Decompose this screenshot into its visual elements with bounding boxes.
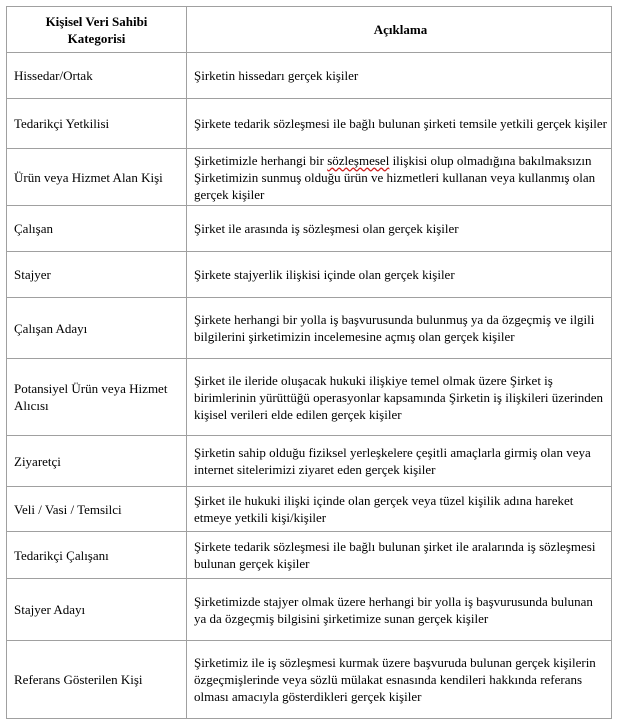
description-cell (187, 149, 612, 206)
category-cell: Tedarikçi Çalışanı (7, 532, 187, 579)
description-cell: Şirkete tedarik sözleşmesi ile bağlı bulunan şirket ile aralarında iş sözleşmesi bulunan gerçek kişiler (187, 532, 612, 579)
description-cell: Şirketimizde stajyer olmak üzere herhangi bir yolla iş başvurusunda bulunan ya da özgeçmiş bilgisini şirketimize sunan gerçek kişiler (187, 579, 612, 641)
description-cell: Şirketimiz ile iş sözleşmesi kurmak üzere başvuruda bulunan gerçek kişilerin özgeçmişlerinde veya sözlü mülakat esnasında kendileri hakkında referans olması amacıyla gösterdikleri gerçek kişiler (187, 641, 612, 719)
table-row (7, 99, 612, 149)
description-cell: Şirket ile ileride oluşacak hukuki ilişkiye temel olmak üzere Şirket iş birimlerinin yürüttüğü operasyonlar kapsamında Şirketin iş ilişkileri üzerinden kişisel verileri elde edilen gerçek kişiler (187, 359, 612, 436)
category-cell: Ürün veya Hizmet Alan Kişi (7, 149, 187, 206)
spellcheck-marked-word: sözleşmesel (327, 152, 390, 168)
category-cell: Çalışan Adayı (7, 298, 187, 359)
column-header-description: Açıklama (187, 7, 612, 53)
description-cell: Şirketin hissedarı gerçek kişiler (187, 53, 612, 99)
table-header-row (7, 7, 612, 53)
table-row (7, 532, 612, 579)
table-row (7, 359, 612, 436)
table-row (7, 149, 612, 206)
table-row (7, 436, 612, 487)
category-cell: Potansiyel Ürün veya Hizmet Alıcısı (7, 359, 187, 436)
category-cell: Tedarikçi Yetkilisi (7, 99, 187, 149)
description-cell: Şirket ile arasında iş sözleşmesi olan gerçek kişiler (187, 206, 612, 252)
description-cell: Şirkete herhangi bir yolla iş başvurusunda bulunmuş ya da özgeçmiş ve ilgili bilgilerini şirketimizin incelemesine açmış olan gerçek kişiler (187, 298, 612, 359)
data-subject-table (6, 6, 612, 719)
table-row (7, 53, 612, 99)
table-row (7, 487, 612, 532)
category-cell: Çalışan (7, 206, 187, 252)
table-row (7, 298, 612, 359)
table-row (7, 641, 612, 719)
description-cell: Şirket ile hukuki ilişki içinde olan gerçek veya tüzel kişilik adına hareket etmeye yetkili kişi/kişiler (187, 487, 612, 532)
table-row (7, 206, 612, 252)
description-text: ilişkisi olup olmadığına bakılmaksızın Şirketimizin sunmuş olduğu ürün ve hizmetleri kullanan veya kullanmış olan gerçek kişiler (194, 152, 596, 202)
description-text: Şirketimizle herhangi bir (194, 152, 328, 168)
category-cell: Veli / Vasi / Temsilci (7, 487, 187, 532)
category-cell: Referans Gösterilen Kişi (7, 641, 187, 719)
category-cell: Stajyer Adayı (7, 579, 187, 641)
table-row (7, 252, 612, 298)
column-header-category: Kişisel Veri Sahibi Kategorisi (7, 7, 187, 53)
description-cell: Şirkete tedarik sözleşmesi ile bağlı bulunan şirketi temsile yetkili gerçek kişiler (187, 99, 612, 149)
description-cell: Şirketin sahip olduğu fiziksel yerleşkelere çeşitli amaçlarla girmiş olan veya internet sitelerimizi ziyaret eden gerçek kişiler (187, 436, 612, 487)
table-row (7, 579, 612, 641)
category-cell: Stajyer (7, 252, 187, 298)
category-cell: Ziyaretçi (7, 436, 187, 487)
category-cell: Hissedar/Ortak (7, 53, 187, 99)
description-cell: Şirkete stajyerlik ilişkisi içinde olan gerçek kişiler (187, 252, 612, 298)
